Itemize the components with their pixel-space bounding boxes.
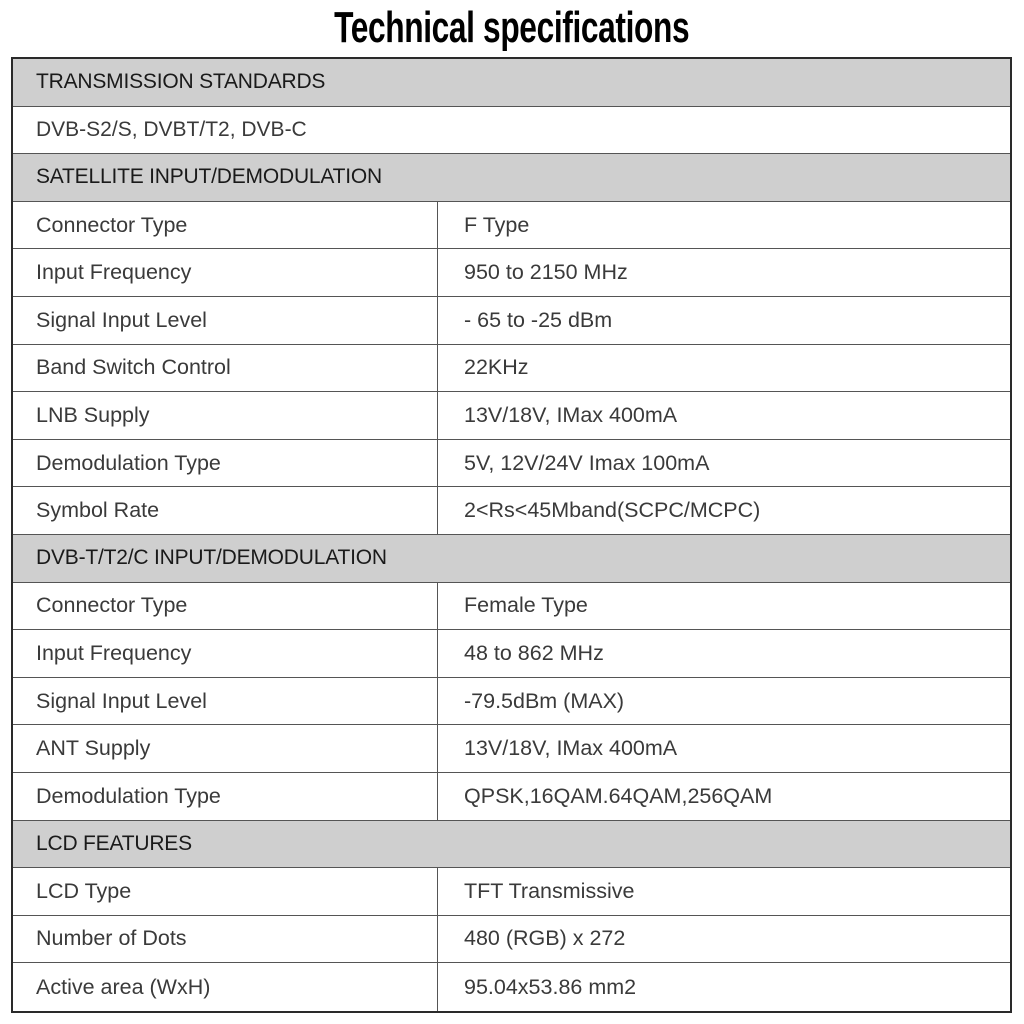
section-heading: DVB-T/T2/C INPUT/DEMODULATION	[36, 546, 387, 570]
table-row	[13, 868, 1010, 916]
spec-value: 480 (RGB) x 272	[464, 926, 626, 951]
spec-value: 95.04x53.86 mm2	[464, 974, 637, 999]
table-row	[13, 963, 1010, 1011]
table-row	[13, 678, 1010, 726]
transmission-standards-row	[13, 107, 1010, 155]
spec-value: 48 to 862 MHz	[464, 640, 604, 665]
table-row	[13, 440, 1010, 488]
table-row	[13, 630, 1010, 678]
spec-label: Connector Type	[13, 583, 438, 630]
spec-value: 13V/18V, IMax 400mA	[464, 736, 678, 761]
spec-label: Signal Input Level	[13, 297, 438, 344]
page-title: Technical specifications	[334, 3, 690, 52]
spec-label: LNB Supply	[13, 392, 438, 439]
spec-label: Demodulation Type	[13, 773, 438, 820]
table-row	[13, 725, 1010, 773]
section-heading: LCD FEATURES	[36, 831, 192, 855]
section-header-transmission-standards	[13, 59, 1010, 107]
table-row	[13, 297, 1010, 345]
spec-label: Connector Type	[13, 202, 438, 249]
section-heading: SATELLITE INPUT/DEMODULATION	[36, 165, 383, 189]
title-container	[0, 0, 1024, 58]
spec-label: Demodulation Type	[13, 440, 438, 487]
transmission-standards-value: DVB-S2/S, DVBT/T2, DVB-C	[36, 117, 307, 141]
table-row	[13, 916, 1010, 964]
spec-label: Symbol Rate	[13, 487, 438, 534]
spec-value: 13V/18V, IMax 400mA	[464, 402, 678, 427]
spec-label: ANT Supply	[13, 725, 438, 772]
table-row	[13, 392, 1010, 440]
section-header-lcd-features	[13, 821, 1010, 869]
table-row	[13, 487, 1010, 535]
spec-value: 5V, 12V/24V Imax 100mA	[464, 450, 710, 475]
spec-label: Signal Input Level	[13, 678, 438, 725]
table-row	[13, 345, 1010, 393]
section-heading: TRANSMISSION STANDARDS	[36, 70, 326, 94]
table-row	[13, 249, 1010, 297]
spec-table	[11, 57, 1012, 1013]
spec-label: Number of Dots	[13, 916, 438, 963]
section-header-dvb-t-input	[13, 535, 1010, 583]
spec-value: TFT Transmissive	[464, 878, 635, 903]
section-header-satellite-input	[13, 154, 1010, 202]
spec-value: -79.5dBm (MAX)	[464, 688, 625, 713]
spec-value: Female Type	[464, 593, 588, 618]
spec-value: 22KHz	[464, 355, 529, 380]
spec-label: Input Frequency	[13, 249, 438, 296]
table-row	[13, 773, 1010, 821]
table-row	[13, 202, 1010, 250]
table-row	[13, 583, 1010, 631]
spec-label: Input Frequency	[13, 630, 438, 677]
spec-value: 950 to 2150 MHz	[464, 260, 628, 285]
spec-label: Active area (WxH)	[13, 963, 438, 1011]
spec-value: - 65 to -25 dBm	[464, 307, 613, 332]
spec-value: QPSK,16QAM.64QAM,256QAM	[464, 783, 773, 808]
spec-label: Band Switch Control	[13, 345, 438, 392]
spec-value: F Type	[464, 212, 530, 237]
spec-value: 2<Rs<45Mband(SCPC/MCPC)	[464, 498, 761, 523]
spec-label: LCD Type	[13, 868, 438, 915]
